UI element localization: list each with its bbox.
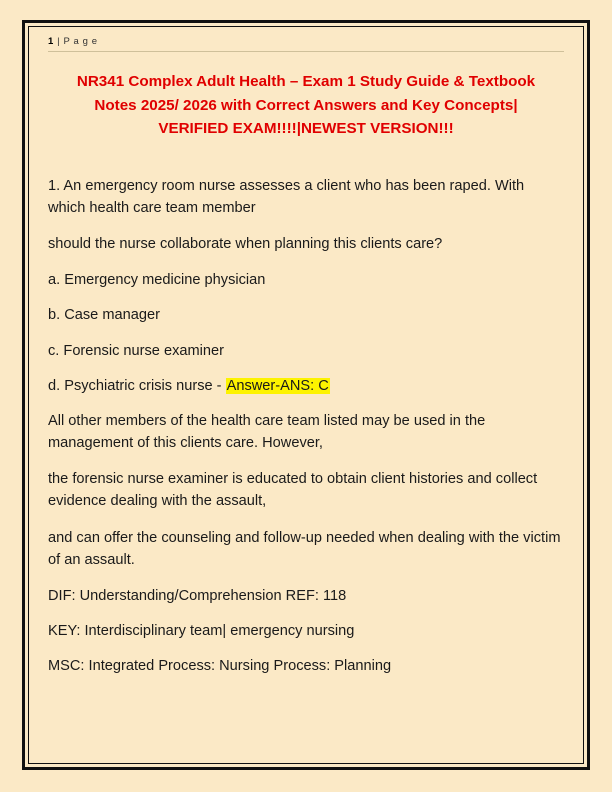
rationale-line-2: the forensic nurse examiner is educated to obtain client histories and collect evidence dealing with the assault, bbox=[48, 471, 538, 510]
page-content bbox=[48, 30, 564, 752]
choice-d-with-answer bbox=[48, 375, 564, 397]
meta-msc: MSC: Integrated Process: Nursing Process: Planning bbox=[48, 658, 392, 675]
page-header bbox=[48, 30, 564, 52]
answer-highlight: Answer-ANS: C bbox=[226, 377, 329, 394]
question-stem: 1. An emergency room nurse assesses a client who has been raped. With which health care team member bbox=[48, 177, 525, 216]
page-header-label: P a g e bbox=[63, 36, 98, 47]
question-stem-continued: should the nurse collaborate when planning this clients care? bbox=[48, 236, 443, 253]
choice-d-label: d. Psychiatric crisis nurse - bbox=[48, 377, 226, 394]
page-header-separator: | bbox=[57, 36, 61, 47]
question-block bbox=[48, 175, 564, 678]
meta-dif: DIF: Understanding/Comprehension REF: 118 bbox=[48, 587, 347, 604]
choice-c: c. Forensic nurse examiner bbox=[48, 342, 225, 359]
page-number: 1 bbox=[48, 36, 54, 47]
meta-key: KEY: Interdisciplinary team| emergency nursing bbox=[48, 623, 355, 640]
choice-b: b. Case manager bbox=[48, 307, 160, 324]
rationale-line-1: All other members of the health care team listed may be used in the management of this clients care. However, bbox=[48, 412, 486, 452]
document-title: NR341 Complex Adult Health – Exam 1 Study Guide & Textbook Notes 2025/ 2026 with Correct Answers and Key Concepts| VERIFIED EXAM!!!!|NEWEST VERSION!!! bbox=[76, 73, 536, 138]
choice-a: a. Emergency medicine physician bbox=[48, 272, 266, 289]
rationale-line-3: and can offer the counseling and follow-up needed when dealing with the victim of an assault. bbox=[48, 529, 561, 568]
